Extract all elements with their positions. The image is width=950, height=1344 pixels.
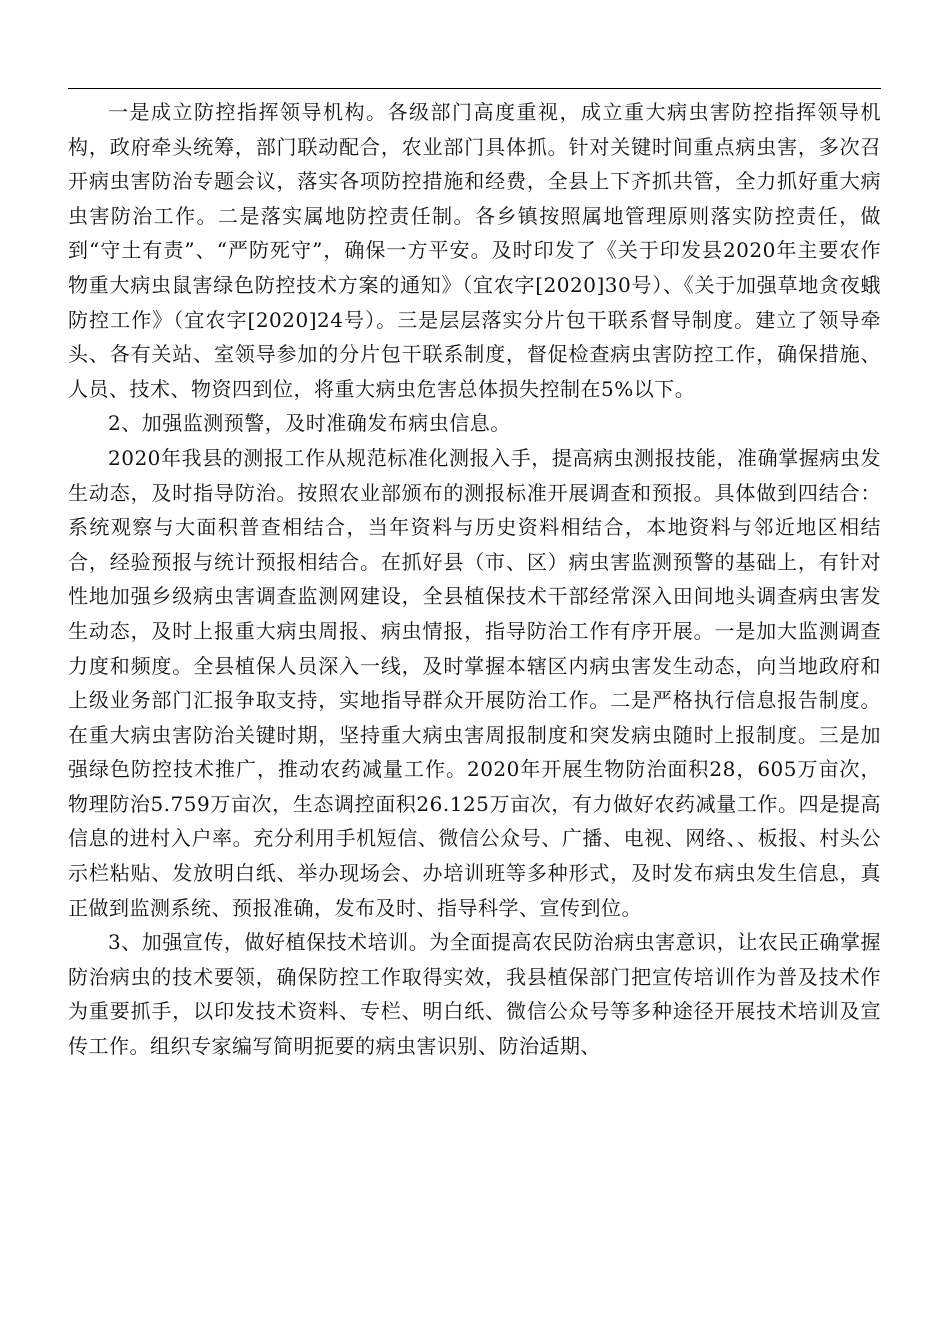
paragraph-heading-monitoring: 2、加强监测预警，及时准确发布病虫信息。 <box>108 411 511 436</box>
document-body <box>68 95 881 1064</box>
header-rule <box>68 88 881 89</box>
paragraph-monitoring-details: 2020年我县的测报工作从规范标准化测报入手，提高病虫测报技能，准确掌握病虫发生动态，及时指导防治。按照农业部颁布的测报标准开展调查和预报。具体做到四结合：系统观察与大面积普查相结合，当年资料与历史资料相结合，本地资料与邻近地区相结合，经验预报与统计预报相结合。在抓好县（市、区）病虫害监测预警的基础上，有针对性地加强乡级病虫害调查监测网建设，全县植保技术干部经常深入田间地头调查病虫害发生动态，及时上报重大病虫周报、病虫情报，指导防治工作有序开展。一是加大监测调查力度和频度。全县植保人员深入一线，及时掌握本辖区内病虫害发生动态，向当地政府和上级业务部门汇报争取支持，实地指导群众开展防治工作。二是严格执行信息报告制度。在重大病虫害防治关键时期，坚持重大病虫害周报制度和突发病虫随时上报制度。三是加强绿色防控技术推广，推动农药减量工作。2020年开展生物防治面积28，605万亩次，物理防治5.759万亩次，生态调控面积26.125万亩次，有力做好农药减量工作。四是提高信息的进村入户率。充分利用手机短信、微信公众号、广播、电视、网络、、板报、村头公示栏粘贴、发放明白纸、举办现场会、办培训班等多种形式，及时发布病虫发生信息，真正做到监测系统、预报准确，发布及时、指导科学、宣传到位。 <box>68 445 881 920</box>
paragraph-training: 3、加强宣传，做好植保技术培训。为全面提高农民防治病虫害意识，让农民正确掌握防治病虫的技术要领，确保防控工作取得实效，我县植保部门把宣传培训作为普及技术作为重要抓手，以印发技术资料、专栏、明白纸、微信公众号等多种途径开展技术培训及宣传工作。组织专家编写简明扼要的病虫害识别、防治适期、 <box>68 930 881 1059</box>
paragraph-command-structure: 一是成立防控指挥领导机构。各级部门高度重视，成立重大病虫害防控指挥领导机构，政府牵头统筹，部门联动配合，农业部门具体抓。针对关键时间重点病虫害，多次召开病虫害防治专题会议，落实各项防控措施和经费，全县上下齐抓共管，全力抓好重大病虫害防治工作。二是落实属地防控责任制。各乡镇按照属地管理原则落实防控责任，做到“守土有责”、“严防死守”，确保一方平安。及时印发了《关于印发县2020年主要农作物重大病虫鼠害绿色防控技术方案的通知》（宜农字[2020]30号）、《关于加强草地贪夜蛾防控工作》（宜农字[2020]24号）。三是层层落实分片包干联系督导制度。建立了领导牵头、各有关站、室领导参加的分片包干联系制度，督促检查病虫害防控工作，确保措施、人员、技术、物资四到位，将重大病虫危害总体损失控制在5%以下。 <box>68 100 881 401</box>
